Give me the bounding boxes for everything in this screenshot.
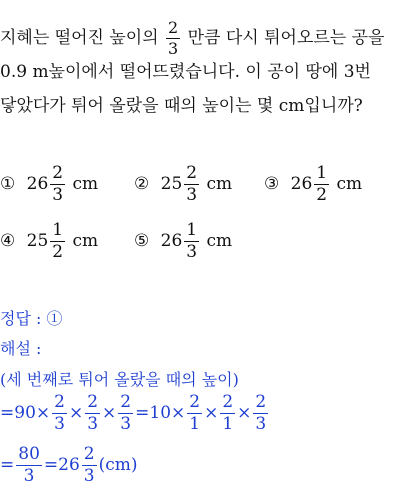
fraction (253, 394, 268, 433)
fraction (82, 446, 97, 485)
choice-marker: ③ (264, 174, 280, 194)
unit-cm: (cm) (98, 455, 138, 475)
question-line-3: 닿았다가 튀어 올랐을 때의 높이는 몇 cm입니까? (0, 96, 363, 116)
fraction-denominator: 3 (83, 466, 95, 486)
fraction-numerator: 2 (186, 163, 198, 183)
choice-3[interactable] (264, 165, 362, 204)
choice-marker: ④ (0, 231, 16, 251)
fraction-denominator: 3 (23, 466, 35, 486)
fraction-denominator: 3 (255, 414, 267, 434)
choice-whole: 26 (290, 174, 313, 194)
fraction-numerator: 2 (54, 392, 65, 412)
fraction-denominator: 2 (52, 242, 64, 262)
choice-fraction (184, 165, 199, 204)
fraction-denominator: 3 (186, 185, 198, 205)
fraction-numerator: 1 (186, 220, 198, 240)
fraction (220, 394, 235, 433)
choice-whole: 26 (26, 174, 49, 194)
question-line-2: 0.9 m높이에서 떨어뜨렸습니다. 이 공이 땅에 3번 (0, 62, 371, 82)
choice-fraction (184, 222, 199, 261)
times-sign: × (35, 403, 51, 423)
equation-line-1 (0, 394, 270, 433)
fraction-numerator: 2 (87, 392, 99, 412)
choice-unit: cm (336, 174, 363, 194)
fraction-numerator: 2 (222, 392, 234, 412)
choice-fraction (314, 165, 329, 204)
mixed-whole: 26 (58, 455, 80, 475)
choice-whole: 26 (160, 231, 183, 251)
explanation-note: (세 번째로 튀어 올랐을 때의 높이) (0, 370, 239, 389)
fraction-denominator: 3 (120, 414, 132, 434)
times-sign: × (102, 403, 117, 423)
fraction-numerator: 2 (83, 444, 95, 464)
equals-sign: = (0, 403, 15, 423)
fraction-denominator: 1 (189, 414, 201, 434)
choice-4[interactable] (0, 222, 98, 261)
fraction (16, 446, 42, 485)
fraction-denominator: 3 (168, 39, 179, 58)
equals-sign: = (0, 455, 15, 475)
choice-whole: 25 (160, 174, 183, 194)
choice-unit: cm (72, 174, 99, 194)
choice-marker: ⑤ (134, 231, 150, 251)
fraction-numerator: 2 (120, 392, 132, 412)
fraction-numerator: 2 (52, 163, 64, 183)
times-sign: × (237, 403, 252, 423)
fraction-numerator: 2 (168, 18, 179, 37)
choice-marker: ① (0, 174, 16, 194)
equals-sign: = (135, 403, 150, 423)
fraction-numerator: 2 (255, 392, 267, 412)
fraction-denominator: 3 (52, 185, 64, 205)
choice-fraction (50, 222, 65, 261)
choice-unit: cm (72, 231, 99, 251)
fraction-two-thirds (166, 20, 180, 57)
equation-line-2 (0, 446, 138, 485)
fraction (85, 394, 100, 433)
choice-unit: cm (206, 174, 233, 194)
choice-5[interactable] (134, 222, 232, 261)
choice-unit: cm (206, 231, 233, 251)
explanation-label: 해설 : (0, 339, 42, 358)
value-90: 90 (14, 403, 36, 423)
question-text-pre: 지혜는 떨어진 높이의 (0, 28, 159, 48)
fraction-denominator: 3 (186, 242, 198, 262)
question-line-1 (0, 20, 384, 57)
times-sign: × (68, 403, 84, 423)
fraction-numerator: 80 (18, 444, 40, 464)
value-10: 10 (149, 403, 172, 423)
fraction-denominator: 3 (87, 414, 99, 434)
fraction-numerator: 1 (316, 163, 328, 183)
fraction-denominator: 2 (316, 185, 328, 205)
question-text-post: 만큼 다시 튀어오르는 공을 (187, 28, 385, 48)
fraction-numerator: 2 (189, 392, 201, 412)
choice-whole: 25 (26, 231, 49, 251)
choice-2[interactable] (134, 165, 232, 204)
choice-fraction (50, 165, 65, 204)
times-sign: × (204, 403, 219, 423)
fraction (187, 394, 202, 433)
fraction-denominator: 3 (54, 414, 65, 434)
equals-sign: = (43, 455, 59, 475)
choice-1[interactable] (0, 165, 98, 204)
answer-label: 정답 : ① (0, 309, 63, 328)
fraction-denominator: 1 (222, 414, 234, 434)
fraction (118, 394, 133, 433)
choice-marker: ② (134, 174, 150, 194)
fraction-numerator: 1 (52, 220, 64, 240)
times-sign: × (171, 403, 186, 423)
fraction (52, 394, 67, 433)
